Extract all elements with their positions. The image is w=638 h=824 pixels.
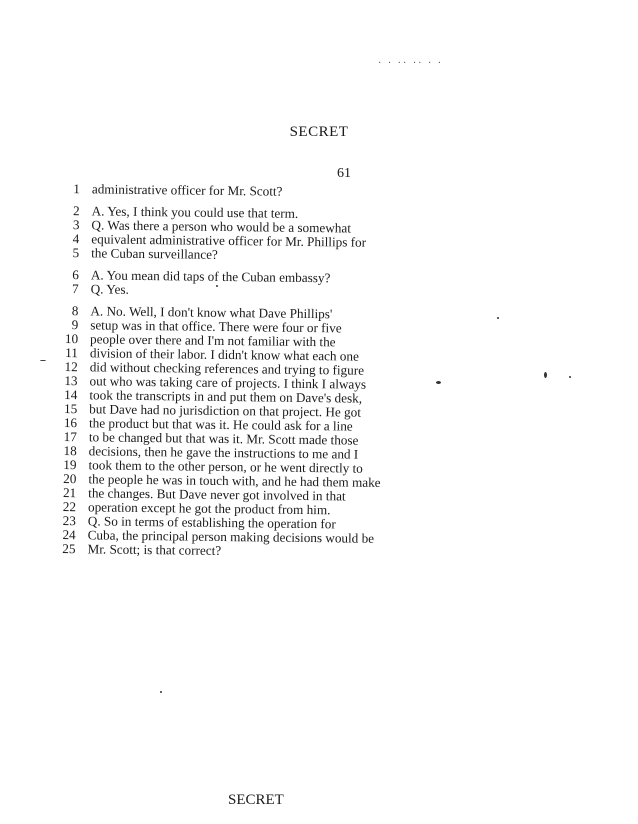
line-number: 17 bbox=[63, 429, 77, 445]
line-text: the people he was in touch with, and he had them make bbox=[88, 471, 381, 490]
line-number: 5 bbox=[72, 245, 80, 261]
line-text: but Dave had no jurisdiction on that project. He got bbox=[89, 401, 362, 420]
line-text: out who was taking care of projects. I think I always bbox=[89, 373, 367, 392]
line-number: 19 bbox=[63, 457, 77, 473]
line-number: 12 bbox=[64, 359, 78, 375]
line-text: to be changed but that was it. Mr. Scott made those bbox=[88, 429, 359, 448]
line-number: 8 bbox=[71, 303, 79, 319]
line-text: Q. Was there a person who would be a somewhat bbox=[91, 217, 352, 236]
line-number: 9 bbox=[71, 317, 79, 333]
line-text: the product but that was it. He could ask for a line bbox=[88, 415, 353, 434]
line-text: division of their labor. I didn't know what each one bbox=[89, 345, 359, 364]
line-number: 20 bbox=[63, 471, 77, 487]
line-number: 2 bbox=[72, 203, 80, 219]
line-number: 15 bbox=[63, 401, 78, 417]
line-text: took them to the other person, or he went directly to bbox=[88, 457, 363, 476]
line-text: A. Yes, I think you could use that term. bbox=[91, 203, 299, 221]
line-number: 24 bbox=[62, 527, 76, 543]
scan-speck bbox=[569, 376, 571, 378]
line-text: did without checking references and trying to figure bbox=[89, 359, 365, 378]
line-text: took the transcripts in and put them on Dave's desk, bbox=[89, 387, 363, 406]
line-number: 14 bbox=[64, 387, 78, 403]
scan-speck bbox=[160, 691, 162, 693]
line-number: 21 bbox=[62, 485, 77, 501]
line-text: decisions, then he gave the instructions to me and I bbox=[88, 443, 359, 462]
line-text: the changes. But Dave never got involved in that bbox=[88, 485, 346, 504]
line-text: equivalent administrative officer for Mr. Phillips for bbox=[91, 231, 367, 250]
scan-speck bbox=[216, 285, 218, 287]
footer-classification-marking: SECRET bbox=[228, 792, 284, 808]
scan-speck bbox=[497, 317, 499, 319]
scan-speck bbox=[40, 360, 46, 361]
line-text: Q. So in terms of establishing the operation for bbox=[87, 513, 336, 532]
line-number: 18 bbox=[63, 443, 77, 459]
line-text: administrative officer for Mr. Scott? bbox=[91, 181, 283, 199]
line-number: 3 bbox=[72, 217, 80, 233]
line-number: 10 bbox=[64, 331, 79, 347]
line-text: Mr. Scott; is that correct? bbox=[87, 541, 222, 558]
line-number: 22 bbox=[62, 499, 77, 515]
line-number: 7 bbox=[72, 281, 79, 297]
line-number: 6 bbox=[72, 267, 79, 283]
line-text: Cuba, the principal person making decisions would be bbox=[87, 527, 375, 546]
line-text: A. You mean did taps of the Cuban embassy? bbox=[90, 267, 331, 286]
scan-speck bbox=[436, 381, 441, 384]
line-text: operation except he got the product from him. bbox=[87, 499, 331, 518]
header-classification-marking: SECRET bbox=[289, 124, 349, 140]
line-number: 23 bbox=[62, 513, 76, 529]
line-text: people over there and I'm not familiar with the bbox=[89, 331, 336, 350]
line-number: 4 bbox=[72, 231, 80, 247]
scan-smudge: · · ·· ·· · · bbox=[378, 58, 444, 69]
line-number: 25 bbox=[62, 541, 76, 557]
line-text: setup was in that office. There were four or five bbox=[90, 317, 342, 336]
page-number: 61 bbox=[337, 166, 351, 181]
line-number: 16 bbox=[63, 415, 78, 431]
line-number: 13 bbox=[64, 373, 78, 389]
line-text: the Cuban surveillance? bbox=[91, 245, 218, 262]
transcript-body bbox=[57, 182, 502, 561]
line-number: 11 bbox=[65, 345, 79, 361]
line-text: Q. Yes. bbox=[90, 281, 129, 297]
line-number: 1 bbox=[73, 181, 81, 197]
scan-speck bbox=[544, 372, 547, 378]
line-text: A. No. Well, I don't know what Dave Phillips' bbox=[90, 303, 333, 322]
